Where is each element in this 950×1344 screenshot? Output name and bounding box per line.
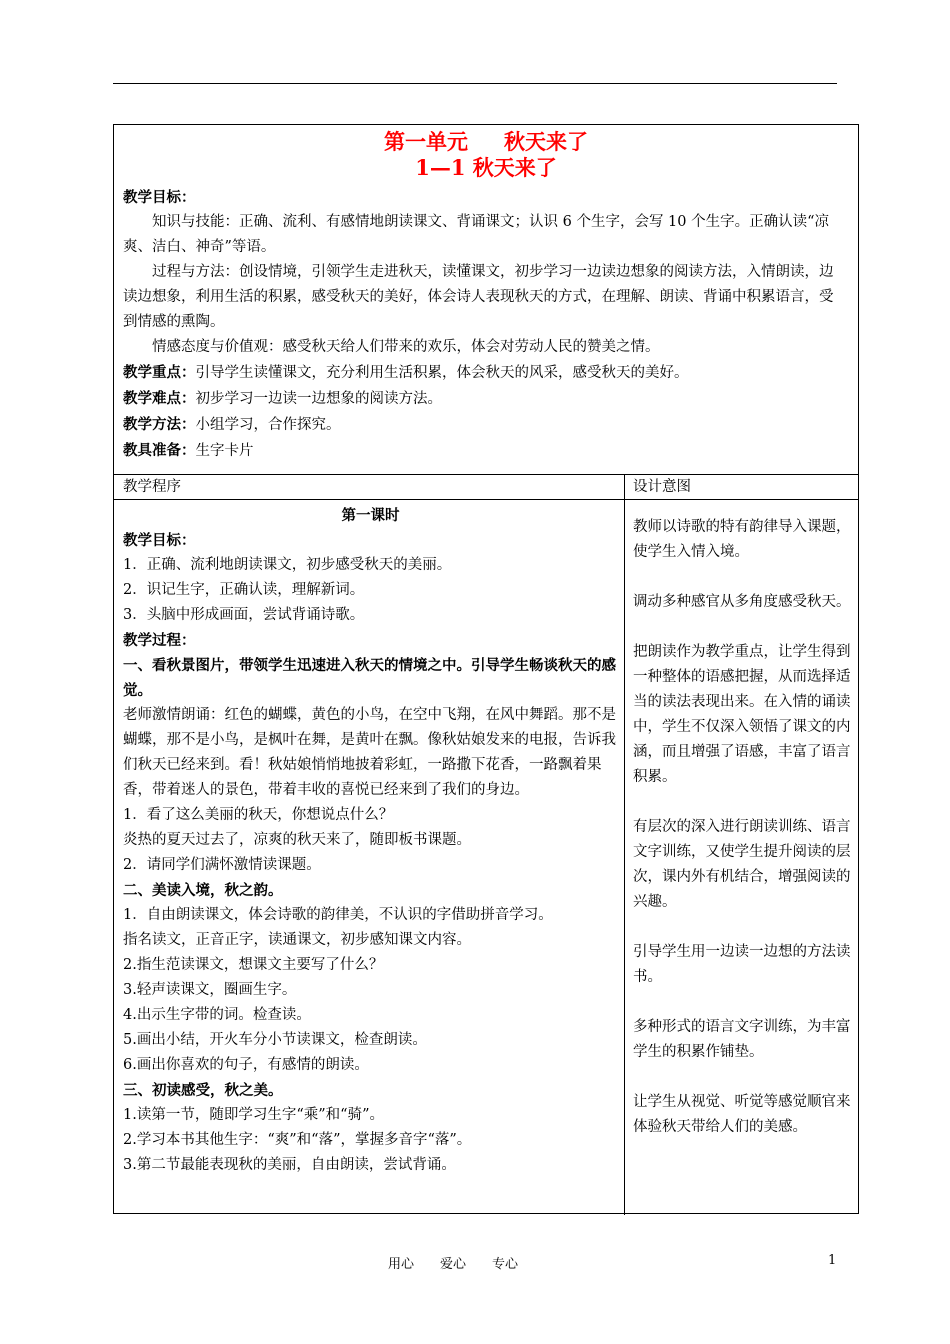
- lesson-subtitle: 1—1 秋天来了: [415, 155, 557, 180]
- procedure-line: 教学过程：: [123, 632, 196, 649]
- header-divider: [114, 499, 858, 500]
- procedure-line: 炎热的夏天过去了，凉爽的秋天来了，随即板书课题。: [123, 832, 471, 848]
- method-text: 小组学习，合作探究。: [195, 417, 341, 433]
- method-label: 教学方法：: [123, 416, 196, 433]
- tools-text: 生字卡片: [195, 443, 254, 459]
- intent-note: 教师以诗歌的特有韵律导入课题，使学生入情入境。: [633, 519, 851, 560]
- key-point: [123, 360, 846, 386]
- procedure-line: 2．识记生字，正确认读，理解新词。: [123, 582, 365, 598]
- procedure-line: 3．头脑中形成画面，尝试背诵诗歌。: [123, 607, 365, 623]
- intent-note: 多种形式的语言文字训练，为丰富学生的积累作铺垫。: [633, 1019, 851, 1060]
- difficulty-text: 初步学习一边读一边想象的阅读方法。: [195, 391, 442, 407]
- procedure-line: 老师激情朗诵：红色的蝴蝶，黄色的小鸟，在空中飞翔，在风中舞蹈。那不是蝴蝶，那不是小鸟，是枫叶在舞，是黄叶在飘。像秋姑娘发来的电报，告诉我们秋天已经来到。看！秋姑娘悄悄地披着彩虹，一路撒下花香，一路飘着果香，带着迷人的景色，带着丰收的喜悦已经来到了我们的身边。: [123, 707, 616, 798]
- procedure-line: 3.第二节最能表现秋的美丽，自由朗读，尝试背诵。: [123, 1157, 456, 1173]
- procedure-line: 1.读第一节，随即学习生字“乘”和“骑”。: [123, 1107, 384, 1123]
- intent-note: 调动多种感官从多角度感受秋天。: [633, 594, 851, 610]
- procedure-line: 1．自由朗读课文，体会诗歌的韵律美，不认识的字借助拼音学习。: [123, 907, 553, 923]
- intent-note: 有层次的深入进行朗读训练、语言文字训练，又使学生提升阅读的层次，课内外有机结合，增强阅读的兴趣。: [633, 819, 851, 910]
- procedure-line: 一、看秋景图片，带领学生迅速进入秋天的情境之中。引导学生畅谈秋天的感觉。: [123, 657, 616, 699]
- goal-process: 过程与方法：创设情境，引领学生走进秋天，读懂课文，初步学习一边读边想象的阅读方法，入情朗读，边读边想象，利用生活的积累，感受秋天的美好，体会诗人表现秋天的方式，在理解、朗读、背诵中积累语言，受到情感的熏陶。: [123, 264, 834, 330]
- difficulty: [123, 386, 846, 412]
- goal-label: 教学目标：: [123, 189, 196, 206]
- overview-section: [114, 125, 858, 475]
- procedure-line: 2.学习本书其他生字：“爽”和“落”，掌握多音字“落”。: [123, 1132, 472, 1148]
- intent-note: 把朗读作为教学重点，让学生得到一种整体的语感把握，从而选择适当的读法表现出来。在入情的诵读中，学生不仅深入领悟了课文的内涵，而且增强了语感，丰富了语言积累。: [633, 644, 851, 785]
- goal-emotion: 情感态度与价值观：感受秋天给人们带来的欢乐，体会对劳动人民的赞美之情。: [152, 339, 660, 355]
- page-number: 1: [828, 1253, 837, 1268]
- procedure-line: 指名读文，正音正字，读通课文，初步感知课文内容。: [123, 932, 471, 948]
- column-header-intent: 设计意图: [633, 479, 691, 495]
- unit-label: 第一单元: [384, 129, 468, 154]
- header-rule: [113, 83, 837, 84]
- tools: [123, 438, 846, 464]
- procedure-line: 二、美读入境，秋之韵。: [123, 882, 283, 899]
- procedure-line: 1．正确、流利地朗读课文，初步感受秋天的美丽。: [123, 557, 452, 573]
- key-label: 教学重点：: [123, 364, 196, 381]
- procedure-line: 教学目标：: [123, 532, 196, 549]
- unit-name: 秋天来了: [504, 129, 588, 154]
- procedure-line: 6.画出你喜欢的句子，有感情的朗读。: [123, 1057, 369, 1073]
- footer-word: 用心: [388, 1257, 415, 1272]
- procedure-line: 三、初读感受，秋之美。: [123, 1082, 283, 1099]
- procedure-line: 4.出示生字带的词。检查读。: [123, 1007, 311, 1023]
- tools-label: 教具准备：: [123, 442, 196, 459]
- procedure-line: 3.轻声读课文，圈画生字。: [123, 982, 297, 998]
- intent-column: [633, 515, 855, 1165]
- procedure-column: [123, 503, 618, 1178]
- lesson-plan-table: [113, 124, 859, 1214]
- difficulty-label: 教学难点：: [123, 390, 196, 407]
- method: [123, 412, 846, 438]
- procedure-line: 2．请同学们满怀激情读课题。: [123, 857, 321, 873]
- intent-note: 引导学生用一边读一边想的方法读书。: [633, 944, 851, 985]
- intent-note: 让学生从视觉、听觉等感觉顺官来体验秋天带给人们的美感。: [633, 1094, 851, 1135]
- procedure-line: 5.画出小结，开火车分小节读课文，检查朗读。: [123, 1032, 427, 1048]
- procedure-line: 1．看了这么美丽的秋天，你想说点什么？: [123, 807, 394, 823]
- page-title: [114, 129, 858, 155]
- column-divider: [624, 474, 625, 1215]
- procedure-line: 2.指生范读课文，想课文主要写了什么？: [123, 957, 384, 973]
- goal-knowledge: 知识与技能：正确、流利、有感情地朗读课文、背诵课文；认识 6 个生字，会写 10 个生字。正确认读“凉爽、洁白、神奇”等语。: [123, 214, 830, 255]
- column-header-procedure: 教学程序: [123, 479, 181, 495]
- key-text: 引导学生读懂课文，充分利用生活积累，体会秋天的风采，感受秋天的美好。: [195, 365, 689, 381]
- footer-word: 专心: [492, 1257, 519, 1272]
- row-divider: [114, 474, 858, 475]
- footer-word: 爱心: [440, 1257, 467, 1272]
- lesson-title: 第一课时: [341, 507, 400, 524]
